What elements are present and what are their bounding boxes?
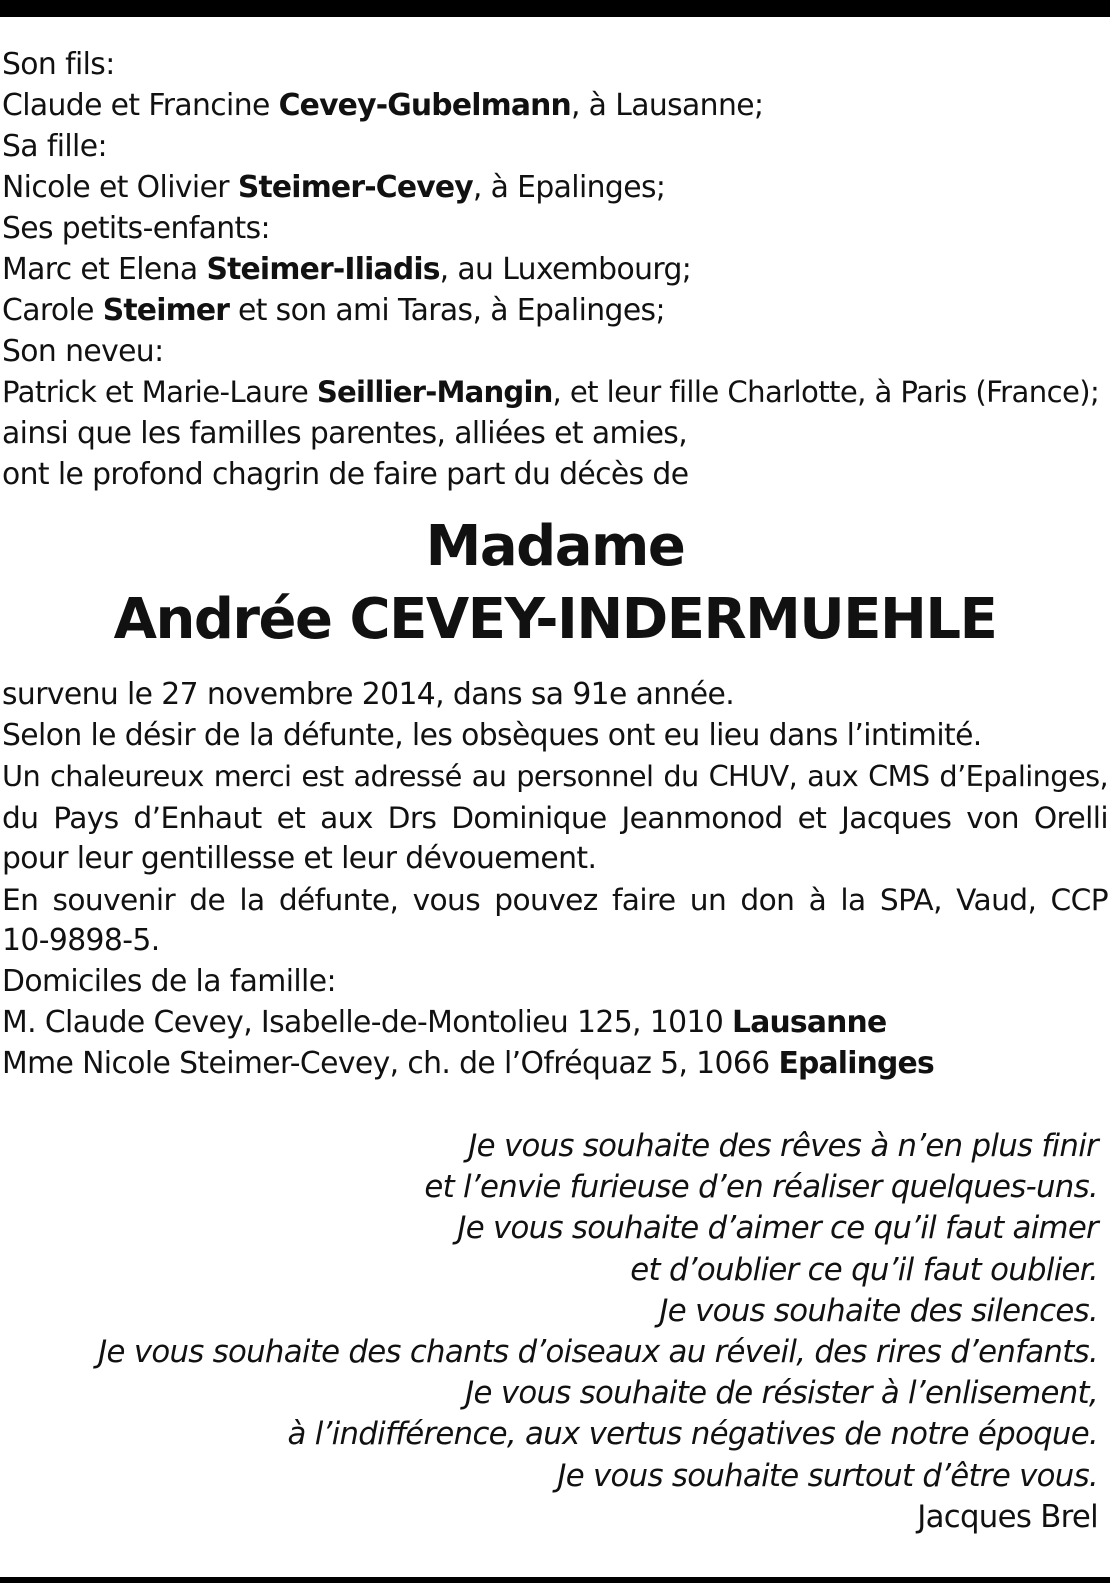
poem-line: Je vous souhaite des rêves à n’en plus finir [468, 1128, 1098, 1164]
son-heading: Son fils: [2, 47, 115, 82]
poem-quote [0, 1126, 1098, 1538]
announcement-line: ont le profond chagrin de faire part du décès de [2, 457, 689, 492]
thanks-line-2: du Pays d’Enhaut et aux Drs Dominique Jeanmonod et Jacques von Orelli [2, 800, 1108, 835]
domicile-2-city: Epalinges [778, 1046, 934, 1081]
thanks-line-3: pour leur gentillesse et leur dévouement. [2, 841, 597, 876]
family-list [2, 44, 1108, 495]
nephew-surname: Seillier-Mangin [316, 375, 553, 409]
funeral-line: Selon le désir de la défunte, les obsèques ont eu lieu dans l’intimité. [2, 718, 982, 753]
domicile-1-city: Lausanne [732, 1005, 887, 1040]
top-border-rule [0, 0, 1110, 17]
poem-author: Jacques Brel [917, 1498, 1098, 1535]
domicile-line-1: M. Claude Cevey, Isabelle-de-Montolieu 125, 1010 Lausanne [2, 1005, 887, 1040]
son-surname: Cevey-Gubelmann [278, 88, 571, 123]
poem-line: et l’envie furieuse d’en réaliser quelques-uns. [424, 1169, 1098, 1206]
grandchild-1-surname: Steimer-Iliadis [206, 252, 440, 287]
daughter-heading: Sa fille: [2, 129, 107, 164]
grandchild-2-surname: Steimer [102, 293, 230, 328]
death-date-line: survenu le 27 novembre 2014, dans sa 91e année. [2, 677, 735, 712]
deceased-name: Andrée CEVEY-INDERMUEHLE [113, 587, 997, 652]
grandchild-line-2: Carole Steimer et son ami Taras, à Epalinges; [2, 293, 665, 328]
son-line: Claude et Francine Cevey-Gubelmann, à Lausanne; [2, 88, 764, 123]
notice-body [2, 674, 1108, 1084]
daughter-surname: Steimer-Cevey [237, 170, 473, 205]
thanks-line-1: Un chaleureux merci est adressé au personnel du CHUV, aux CMS d’Epalinges, [2, 759, 1108, 793]
poem-line: Je vous souhaite d’aimer ce qu’il faut aimer [457, 1210, 1098, 1247]
poem-line: et d’oublier ce qu’il faut oublier. [630, 1251, 1098, 1288]
poem-line: Je vous souhaite des chants d’oiseaux au réveil, des rires d’enfants. [98, 1334, 1098, 1371]
deceased-honorific: Madame [425, 514, 685, 579]
grandchild-line-1: Marc et Elena Steimer-Iliadis, au Luxembourg; [2, 252, 692, 287]
nephew-heading: Son neveu: [2, 334, 164, 369]
poem-line: Je vous souhaite de résister à l’enlisement, [465, 1375, 1098, 1412]
donation-line-2: 10-9898-5. [2, 923, 160, 958]
deceased-title [0, 510, 1110, 656]
domicile-line-2: Mme Nicole Steimer-Cevey, ch. de l’Ofréquaz 5, 1066 Epalinges [2, 1046, 934, 1081]
daughter-line: Nicole et Olivier Steimer-Cevey, à Epalinges; [2, 170, 666, 205]
poem-line: à l’indifférence, aux vertus négatives de notre époque. [287, 1416, 1098, 1453]
nephew-line: Patrick et Marie-Laure Seillier-Mangin, et leur fille Charlotte, à Paris (France); [2, 375, 1100, 409]
bottom-border-rule [0, 1577, 1110, 1583]
poem-line: Je vous souhaite surtout d’être vous. [557, 1457, 1098, 1494]
families-line: ainsi que les familles parentes, alliées et amies, [2, 416, 688, 451]
grandchildren-heading: Ses petits-enfants: [2, 211, 270, 246]
domiciles-heading: Domiciles de la famille: [2, 964, 336, 999]
donation-line-1: En souvenir de la défunte, vous pouvez faire un don à la SPA, Vaud, CCP [2, 882, 1108, 917]
poem-line: Je vous souhaite des silences. [659, 1292, 1098, 1329]
